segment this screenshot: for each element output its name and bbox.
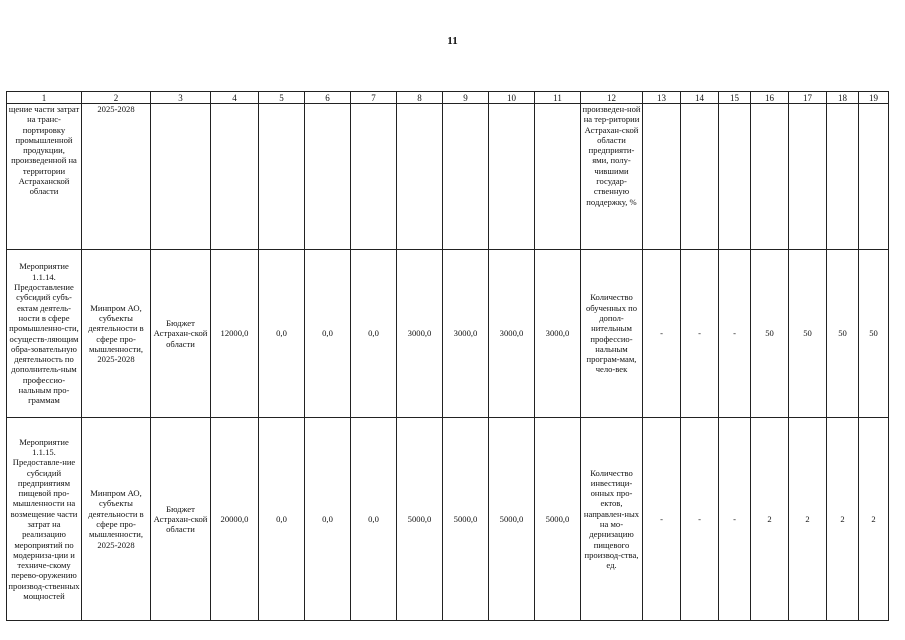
table-cell-indicator: Количество инвестици-онных про-ектов, направлен-ных на мо-дернизацию пищевого производ-ства, ед. xyxy=(581,418,643,621)
column-number: 9 xyxy=(443,92,489,104)
table-cell-total: 20000,0 xyxy=(211,418,259,621)
table-cell-total xyxy=(211,104,259,250)
table-cell-indicator-value: 2 xyxy=(827,418,859,621)
column-number: 19 xyxy=(859,92,889,104)
column-number: 3 xyxy=(151,92,211,104)
table-cell-value xyxy=(489,104,535,250)
table-cell-indicator-value: - xyxy=(719,250,751,418)
column-number: 13 xyxy=(643,92,681,104)
program-table xyxy=(6,91,889,621)
table-cell-source xyxy=(151,104,211,250)
table-cell-indicator-value: - xyxy=(719,418,751,621)
column-number: 11 xyxy=(535,92,581,104)
table-cell-value xyxy=(351,104,397,250)
table-row-measure-1-1-15 xyxy=(7,418,889,621)
column-number: 16 xyxy=(751,92,789,104)
column-number: 1 xyxy=(7,92,82,104)
column-number: 6 xyxy=(305,92,351,104)
table-cell-indicator-value xyxy=(681,104,719,250)
table-cell-value: 0,0 xyxy=(259,418,305,621)
table-cell-source: Бюджет Астрахан-ской области xyxy=(151,418,211,621)
table-cell-value xyxy=(443,104,489,250)
table-cell-value: 5000,0 xyxy=(397,418,443,621)
table-cell-total: 12000,0 xyxy=(211,250,259,418)
table-cell-measure: Мероприятие 1.1.15. Предоставле-ние субсидий предприятиям пищевой про-мышленности на возмещение части затрат на реализацию мероприятий по модерниза-ции и техниче-скому перево-оружению производ-ственных мощностей xyxy=(7,418,82,621)
column-number: 2 xyxy=(82,92,151,104)
table-cell-value xyxy=(305,104,351,250)
table-cell-measure: Мероприятие 1.1.14. Предоставление субсидий субъ-ектам деятель-ности в сфере промышленно-сти, осуществ-ляющим обра-зовательную деятельность по дополнитель-ным профессио-нальным про-граммам xyxy=(7,250,82,418)
table-cell-indicator-value: 2 xyxy=(789,418,827,621)
column-number: 10 xyxy=(489,92,535,104)
table-cell-indicator-value: 50 xyxy=(751,250,789,418)
column-number: 4 xyxy=(211,92,259,104)
column-number: 17 xyxy=(789,92,827,104)
table-cell-indicator-value: - xyxy=(643,418,681,621)
table-cell-value xyxy=(259,104,305,250)
table-cell-source: Бюджет Астрахан-ской области xyxy=(151,250,211,418)
column-number-row xyxy=(7,92,889,104)
table-cell-indicator: произведен-ной на тер-ритории Астрахан-ской области предприяти-ями, полу-чившими государ-ственную поддержку, % xyxy=(581,104,643,250)
column-number: 18 xyxy=(827,92,859,104)
table-cell-executor-period: Минпром АО, субъекты деятельности в сфере про-мышленности, 2025-2028 xyxy=(82,250,151,418)
table-cell-measure: щение части затрат на транс-портировку промышленной продукции, произведенной на территории Астраханской области xyxy=(7,104,82,250)
column-number: 14 xyxy=(681,92,719,104)
page-number: 11 xyxy=(447,35,458,47)
table-cell-indicator-value xyxy=(827,104,859,250)
table-row-measure-1-1-14 xyxy=(7,250,889,418)
table-cell-indicator-value: 2 xyxy=(751,418,789,621)
table-cell-indicator-value: - xyxy=(681,250,719,418)
table-cell-value xyxy=(535,104,581,250)
table-cell-value: 0,0 xyxy=(259,250,305,418)
table-cell-indicator-value xyxy=(719,104,751,250)
table-cell-indicator-value xyxy=(789,104,827,250)
table-cell-indicator-value xyxy=(751,104,789,250)
table-cell-value: 5000,0 xyxy=(443,418,489,621)
column-number: 8 xyxy=(397,92,443,104)
table-cell-value xyxy=(397,104,443,250)
table-cell-value: 5000,0 xyxy=(535,418,581,621)
column-number: 15 xyxy=(719,92,751,104)
table-cell-value: 3000,0 xyxy=(397,250,443,418)
table-cell-indicator-value: - xyxy=(643,250,681,418)
table-cell-indicator-value: 50 xyxy=(859,250,889,418)
table-cell-indicator-value xyxy=(859,104,889,250)
table-cell-value: 3000,0 xyxy=(535,250,581,418)
table-cell-value: 0,0 xyxy=(305,418,351,621)
column-number: 5 xyxy=(259,92,305,104)
table-cell-indicator: Количество обученных по допол-нительным профессио-нальным програм-мам, чело-век xyxy=(581,250,643,418)
table-cell-executor-period: 2025-2028 xyxy=(82,104,151,250)
column-number: 7 xyxy=(351,92,397,104)
column-number: 12 xyxy=(581,92,643,104)
table-cell-indicator-value xyxy=(643,104,681,250)
table-cell-value: 0,0 xyxy=(351,250,397,418)
table-cell-indicator-value: 2 xyxy=(859,418,889,621)
table-cell-indicator-value: 50 xyxy=(789,250,827,418)
table-cell-executor-period: Минпром АО, субъекты деятельности в сфере про-мышленности, 2025-2028 xyxy=(82,418,151,621)
table-cell-value: 0,0 xyxy=(351,418,397,621)
table-cell-value: 3000,0 xyxy=(443,250,489,418)
table-cell-indicator-value: - xyxy=(681,418,719,621)
table-cell-value: 5000,0 xyxy=(489,418,535,621)
table-cell-indicator-value: 50 xyxy=(827,250,859,418)
table-cell-value: 0,0 xyxy=(305,250,351,418)
table-cell-value: 3000,0 xyxy=(489,250,535,418)
table-row-continued-measure xyxy=(7,104,889,250)
